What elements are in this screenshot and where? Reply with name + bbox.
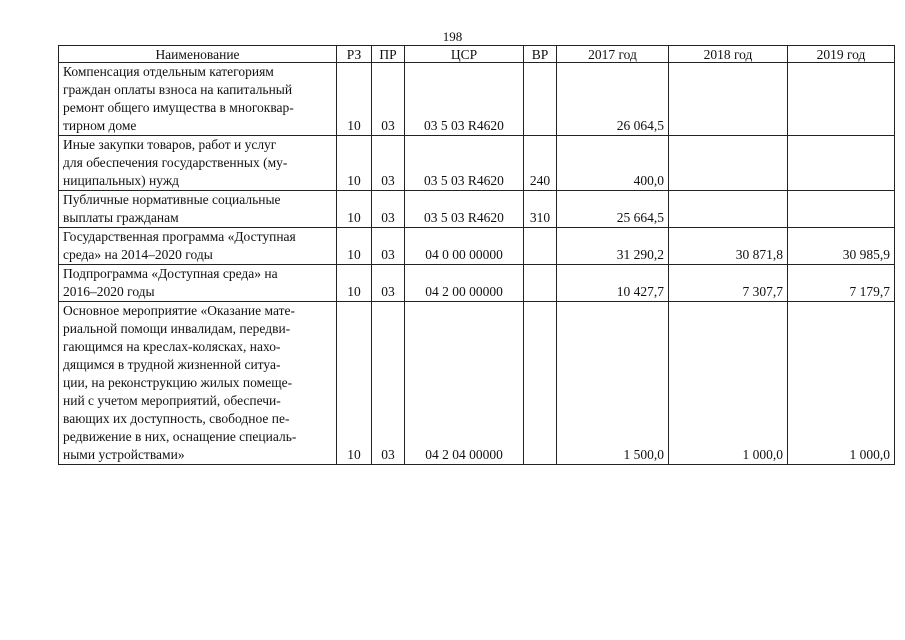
row-vr: 240 bbox=[524, 136, 557, 191]
table-row bbox=[59, 191, 895, 228]
row-csr: 03 5 03 R4620 bbox=[405, 136, 524, 191]
row-name: Иные закупки товаров, работ и услуг для обеспечения государственных (му- ниципальных) нужд bbox=[59, 136, 337, 191]
row-name: Государственная программа «Доступная среда» на 2014–2020 годы bbox=[59, 228, 337, 265]
col-header-vr: ВР bbox=[524, 46, 557, 63]
row-2017: 1 500,0 bbox=[557, 302, 669, 465]
row-name: Компенсация отдельным категориям граждан оплаты взноса на капитальный ремонт общего имущества в многоквар- тирном доме bbox=[59, 63, 337, 136]
row-2017: 31 290,2 bbox=[557, 228, 669, 265]
row-pr: 03 bbox=[372, 63, 405, 136]
row-rz: 10 bbox=[337, 136, 372, 191]
table-header-row bbox=[59, 46, 895, 63]
table-row bbox=[59, 228, 895, 265]
row-pr: 03 bbox=[372, 265, 405, 302]
row-2019: 30 985,9 bbox=[788, 228, 895, 265]
row-2017: 26 064,5 bbox=[557, 63, 669, 136]
row-vr bbox=[524, 265, 557, 302]
row-rz: 10 bbox=[337, 228, 372, 265]
row-2017: 25 664,5 bbox=[557, 191, 669, 228]
col-header-2019: 2019 год bbox=[788, 46, 895, 63]
table-row bbox=[59, 265, 895, 302]
row-name: Публичные нормативные социальные выплаты гражданам bbox=[59, 191, 337, 228]
row-rz: 10 bbox=[337, 265, 372, 302]
col-header-2018: 2018 год bbox=[669, 46, 788, 63]
row-pr: 03 bbox=[372, 191, 405, 228]
col-header-pr: ПР bbox=[372, 46, 405, 63]
row-csr: 04 2 00 00000 bbox=[405, 265, 524, 302]
row-csr: 03 5 03 R4620 bbox=[405, 191, 524, 228]
row-vr: 310 bbox=[524, 191, 557, 228]
row-2018 bbox=[669, 63, 788, 136]
row-name: Подпрограмма «Доступная среда» на 2016–2020 годы bbox=[59, 265, 337, 302]
row-2018: 30 871,8 bbox=[669, 228, 788, 265]
table-row bbox=[59, 63, 895, 136]
row-pr: 03 bbox=[372, 136, 405, 191]
row-2019 bbox=[788, 63, 895, 136]
col-header-name: Наименование bbox=[59, 46, 337, 63]
row-csr: 04 0 00 00000 bbox=[405, 228, 524, 265]
row-2019: 1 000,0 bbox=[788, 302, 895, 465]
row-name: Основное мероприятие «Оказание мате- риальной помощи инвалидам, передви- гающимся на креслах-колясках, нахо- дящимся в трудной жизненной ситуа- ции, на реконструкцию жилых помеще- ний с учетом мероприятий, обеспечи- вающих их доступность, свободное пе- редвижение в них, оснащение специаль- ными устройствами» bbox=[59, 302, 337, 465]
row-rz: 10 bbox=[337, 63, 372, 136]
row-rz: 10 bbox=[337, 191, 372, 228]
row-2017: 10 427,7 bbox=[557, 265, 669, 302]
row-2019: 7 179,7 bbox=[788, 265, 895, 302]
row-csr: 04 2 04 00000 bbox=[405, 302, 524, 465]
row-pr: 03 bbox=[372, 228, 405, 265]
page-number: 198 bbox=[442, 29, 463, 44]
row-rz: 10 bbox=[337, 302, 372, 465]
row-2018: 1 000,0 bbox=[669, 302, 788, 465]
table-row bbox=[59, 302, 895, 465]
budget-table bbox=[58, 45, 895, 465]
col-header-2017: 2017 год bbox=[557, 46, 669, 63]
row-2018 bbox=[669, 191, 788, 228]
row-vr bbox=[524, 302, 557, 465]
row-2019 bbox=[788, 191, 895, 228]
row-vr bbox=[524, 63, 557, 136]
row-vr bbox=[524, 228, 557, 265]
row-2018 bbox=[669, 136, 788, 191]
col-header-rz: РЗ bbox=[337, 46, 372, 63]
row-2018: 7 307,7 bbox=[669, 265, 788, 302]
col-header-csr: ЦСР bbox=[405, 46, 524, 63]
table-row bbox=[59, 136, 895, 191]
row-csr: 03 5 03 R4620 bbox=[405, 63, 524, 136]
row-2019 bbox=[788, 136, 895, 191]
row-2017: 400,0 bbox=[557, 136, 669, 191]
row-pr: 03 bbox=[372, 302, 405, 465]
